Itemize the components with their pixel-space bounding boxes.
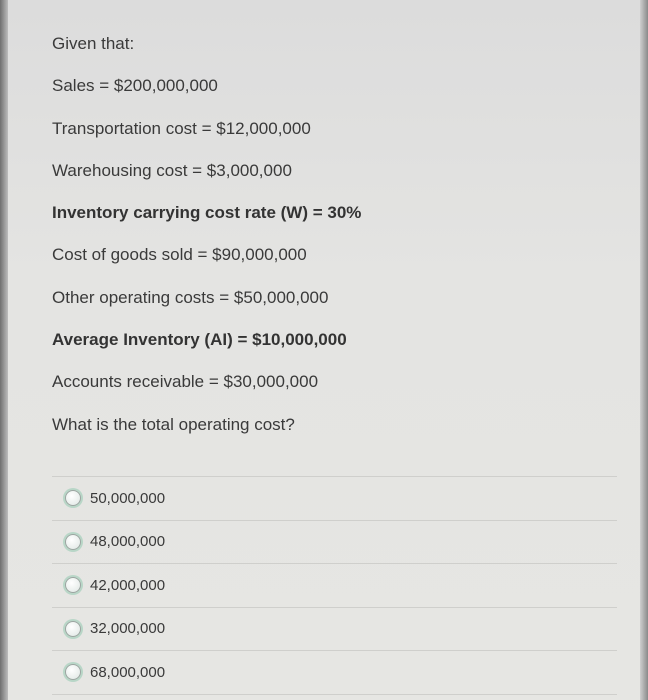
answer-option-label: 50,000,000: [90, 489, 166, 507]
radio-button-icon[interactable]: [65, 490, 81, 506]
radio-button-icon[interactable]: [65, 577, 81, 593]
answer-option-label: 32,000,000: [90, 620, 166, 638]
answer-option-4[interactable]: [52, 607, 617, 651]
given-transportation-cost: Transportation cost = $12,000,000: [52, 118, 311, 138]
screen-right-edge: [640, 0, 648, 700]
answer-option-1[interactable]: [52, 476, 617, 520]
answer-option-2[interactable]: [52, 520, 617, 564]
question-block: [52, 34, 612, 457]
question-prompt: What is the total operating cost?: [52, 414, 295, 434]
answer-option-label: 42,000,000: [90, 576, 166, 594]
screen-left-edge: [0, 0, 8, 700]
given-sales: Sales = $200,000,000: [52, 76, 218, 96]
radio-button-icon[interactable]: [65, 534, 81, 550]
given-other-operating-costs: Other operating costs = $50,000,000: [52, 287, 329, 307]
radio-button-icon[interactable]: [65, 664, 81, 680]
answer-option-5[interactable]: [52, 650, 617, 695]
radio-button-icon[interactable]: [65, 621, 81, 637]
given-warehousing-cost: Warehousing cost = $3,000,000: [52, 160, 292, 180]
given-accounts-receivable: Accounts receivable = $30,000,000: [52, 372, 319, 392]
answer-option-3[interactable]: [52, 563, 617, 607]
question-intro: Given that:: [52, 34, 135, 53]
answer-option-label: 48,000,000: [90, 533, 166, 551]
given-inventory-carrying-cost-rate: Inventory carrying cost rate (W) = 30%: [52, 203, 362, 223]
given-cost-of-goods-sold: Cost of goods sold = $90,000,000: [52, 245, 307, 265]
answer-choices: [52, 476, 617, 695]
answer-option-label: 68,000,000: [90, 663, 166, 681]
given-average-inventory: Average Inventory (AI) = $10,000,000: [52, 330, 347, 350]
